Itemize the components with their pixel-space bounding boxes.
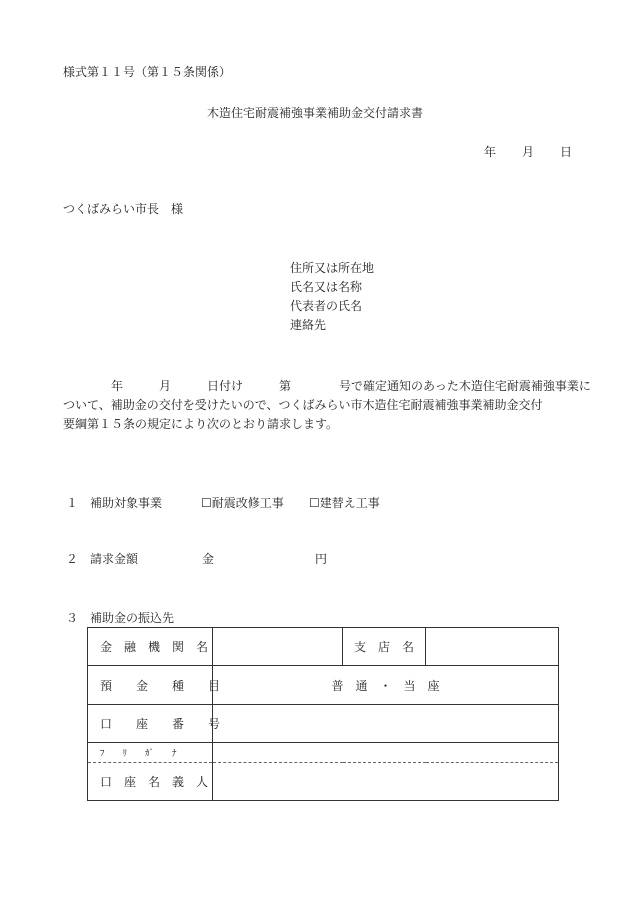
document-title: 木造住宅耐震補強事業補助金交付請求書 bbox=[206, 106, 423, 120]
account-number-value[interactable] bbox=[213, 705, 559, 743]
item1-number: １ bbox=[66, 496, 79, 510]
item2-number: ２ bbox=[66, 552, 79, 566]
date-day: 日 bbox=[559, 145, 572, 159]
account-number-row bbox=[88, 705, 559, 743]
account-number-label: 口 座 番 号 bbox=[88, 705, 213, 743]
body-line-3: 要綱第１５条の規定により次のとおり請求します。 bbox=[63, 417, 339, 431]
bank-name-row bbox=[88, 628, 559, 666]
bank-name-label: 金 融 機 関 名 bbox=[88, 628, 213, 666]
account-holder-row bbox=[88, 763, 559, 801]
account-holder-label: 口 座 名 義 人 bbox=[88, 763, 213, 801]
furigana-label: ﾌ ﾘ ｶﾞ ﾅ bbox=[88, 743, 213, 763]
item3-number: ３ bbox=[66, 611, 79, 625]
applicant-name-label: 氏名又は名称 bbox=[290, 280, 363, 294]
item3-label: 補助金の振込先 bbox=[90, 611, 175, 625]
furigana-row bbox=[88, 743, 559, 763]
deposit-type-row bbox=[88, 666, 559, 705]
option-seismic-retrofit-checkbox[interactable]: ☐耐震改修工事 bbox=[201, 496, 284, 510]
contact-label: 連絡先 bbox=[290, 318, 327, 332]
request-body-text bbox=[63, 377, 591, 434]
furigana-value[interactable] bbox=[213, 743, 559, 763]
bank-name-value[interactable] bbox=[213, 628, 343, 666]
option-rebuild-checkbox[interactable]: ☐建替え工事 bbox=[309, 496, 380, 510]
amount-suffix: 円 bbox=[315, 552, 328, 566]
applicant-address-label: 住所又は所在地 bbox=[290, 261, 375, 275]
body-line-1: 年 月 日付け 第 号で確定通知のあった木造住宅耐震補強事業に bbox=[63, 379, 591, 393]
date-line bbox=[458, 146, 572, 158]
item2-label: 請求金額 bbox=[90, 552, 139, 566]
item1-label: 補助対象事業 bbox=[90, 496, 163, 510]
body-line-2: ついて、補助金の交付を受けたいので、つくばみらい市木造住宅耐震補強事業補助金交付 bbox=[63, 398, 543, 412]
bank-account-table bbox=[87, 627, 559, 801]
form-number: 様式第１１号（第１５条関係） bbox=[63, 65, 232, 79]
branch-label: 支 店 名 bbox=[343, 628, 426, 666]
amount-prefix: 金 bbox=[202, 552, 215, 566]
branch-value[interactable] bbox=[426, 628, 559, 666]
deposit-type-label: 預 金 種 目 bbox=[88, 666, 213, 705]
deposit-type-value[interactable]: 普 通 ・ 当 座 bbox=[213, 666, 559, 705]
applicant-fields bbox=[290, 262, 374, 338]
date-month: 月 bbox=[521, 145, 534, 159]
representative-name-label: 代表者の氏名 bbox=[290, 299, 363, 313]
addressee: つくばみらい市長 様 bbox=[63, 202, 184, 216]
date-year: 年 bbox=[483, 145, 496, 159]
account-holder-value[interactable] bbox=[213, 763, 559, 801]
